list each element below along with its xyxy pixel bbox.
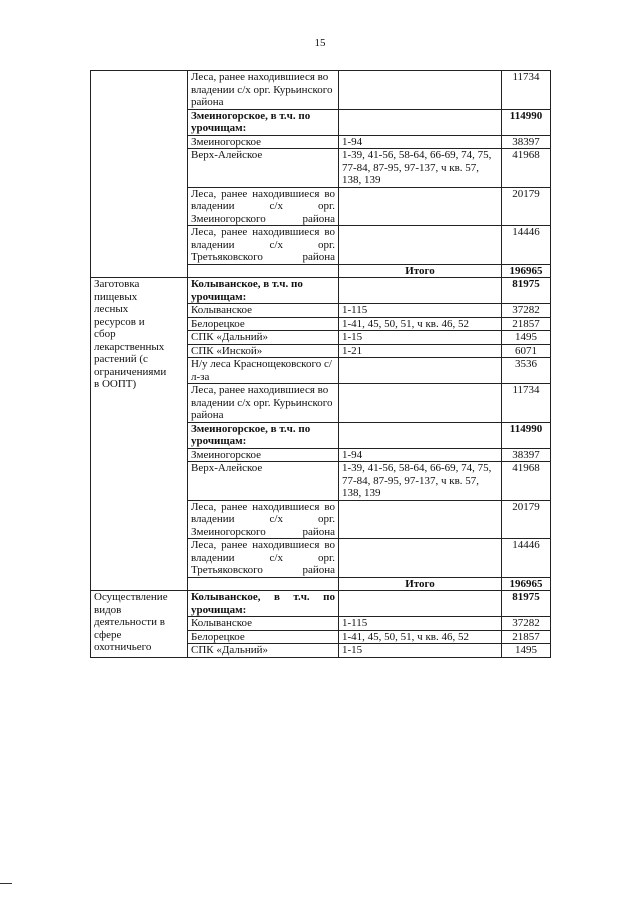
quarters-cell (339, 384, 502, 423)
value-cell: 1495 (502, 331, 551, 345)
quarters-cell: 1-115 (339, 304, 502, 318)
quarters-cell: 1-15 (339, 644, 502, 658)
area-cell: Змеиногорское (188, 448, 339, 462)
quarters-cell (339, 358, 502, 384)
value-cell: 21857 (502, 317, 551, 331)
value-cell: 37282 (502, 304, 551, 318)
activity-cell (91, 71, 188, 278)
total-label-cell: Итого (339, 264, 502, 278)
area-cell: Н/у леса Краснощековского с/л-за (188, 358, 339, 384)
activity-cell: Заготовка пищевых лесных ресурсов и сбор лекарственных растений (с ограничениями в ООПТ) (91, 278, 188, 591)
area-cell: Леса, ранее находившиеся во владении с/х орг. Змеиногорского района (188, 500, 339, 539)
area-cell: Леса, ранее находившиеся во владении с/х орг. Третьяковского района (188, 226, 339, 265)
value-cell: 11734 (502, 384, 551, 423)
total-value-cell: 196965 (502, 264, 551, 278)
table-row (91, 71, 551, 110)
value-cell: 38397 (502, 135, 551, 149)
value-cell: 1495 (502, 644, 551, 658)
area-cell: Леса, ранее находившиеся во владении с/х орг. Курьинского района (188, 71, 339, 110)
area-cell: Верх-Алейское (188, 462, 339, 501)
table-row (91, 278, 551, 304)
total-value-cell: 196965 (502, 577, 551, 591)
area-cell: Колыванское, в т.ч. по урочищам: (188, 278, 339, 304)
value-cell: 14446 (502, 226, 551, 265)
value-cell: 81975 (502, 278, 551, 304)
area-cell: Леса, ранее находившиеся во владении с/х орг. Курьинского района (188, 384, 339, 423)
quarters-cell: 1-39, 41-56, 58-64, 66-69, 74, 75, 77-84, 87-95, 97-137, ч кв. 57, 138, 139 (339, 149, 502, 188)
area-cell: Змеиногорское, в т.ч. по урочищам: (188, 109, 339, 135)
value-cell: 20179 (502, 187, 551, 226)
area-cell: СПК «Инской» (188, 344, 339, 358)
value-cell: 6071 (502, 344, 551, 358)
area-cell: Леса, ранее находившиеся во владении с/х орг. Третьяковского района (188, 539, 339, 578)
area-cell: Змеиногорское (188, 135, 339, 149)
quarters-cell: 1-21 (339, 344, 502, 358)
quarters-cell (339, 422, 502, 448)
quarters-cell (339, 591, 502, 617)
area-cell: Белорецкое (188, 317, 339, 331)
value-cell: 20179 (502, 500, 551, 539)
page-number: 15 (314, 37, 326, 49)
quarters-cell: 1-15 (339, 331, 502, 345)
value-cell: 11734 (502, 71, 551, 110)
area-cell: Колыванское, в т.ч. по урочищам: (188, 591, 339, 617)
area-cell (188, 264, 339, 278)
footer-dash (0, 883, 12, 884)
quarters-cell: 1-41, 45, 50, 51, ч кв. 46, 52 (339, 630, 502, 644)
value-cell: 81975 (502, 591, 551, 617)
quarters-cell (339, 187, 502, 226)
value-cell: 3536 (502, 358, 551, 384)
quarters-cell: 1-41, 45, 50, 51, ч кв. 46, 52 (339, 317, 502, 331)
value-cell: 14446 (502, 539, 551, 578)
table-row (91, 591, 551, 617)
quarters-cell (339, 109, 502, 135)
quarters-cell: 1-115 (339, 617, 502, 631)
value-cell: 114990 (502, 109, 551, 135)
value-cell: 41968 (502, 462, 551, 501)
quarters-cell (339, 71, 502, 110)
value-cell: 21857 (502, 630, 551, 644)
activity-cell: Осуществление видов деятельности в сфере охотничьего (91, 591, 188, 658)
quarters-cell: 1-39, 41-56, 58-64, 66-69, 74, 75, 77-84, 87-95, 97-137, ч кв. 57, 138, 139 (339, 462, 502, 501)
quarters-cell (339, 539, 502, 578)
quarters-cell: 1-94 (339, 448, 502, 462)
value-cell: 37282 (502, 617, 551, 631)
area-cell: Белорецкое (188, 630, 339, 644)
area-cell: СПК «Дальний» (188, 331, 339, 345)
area-cell: Колыванское (188, 617, 339, 631)
area-cell: Змеиногорское, в т.ч. по урочищам: (188, 422, 339, 448)
area-cell: СПК «Дальний» (188, 644, 339, 658)
area-cell: Верх-Алейское (188, 149, 339, 188)
quarters-cell (339, 278, 502, 304)
value-cell: 38397 (502, 448, 551, 462)
quarters-cell (339, 500, 502, 539)
area-cell: Колыванское (188, 304, 339, 318)
area-cell: Леса, ранее находившиеся во владении с/х орг. Змеиногорского района (188, 187, 339, 226)
total-label-cell: Итого (339, 577, 502, 591)
forest-areas-table (90, 70, 551, 658)
area-cell (188, 577, 339, 591)
value-cell: 41968 (502, 149, 551, 188)
quarters-cell (339, 226, 502, 265)
quarters-cell: 1-94 (339, 135, 502, 149)
value-cell: 114990 (502, 422, 551, 448)
